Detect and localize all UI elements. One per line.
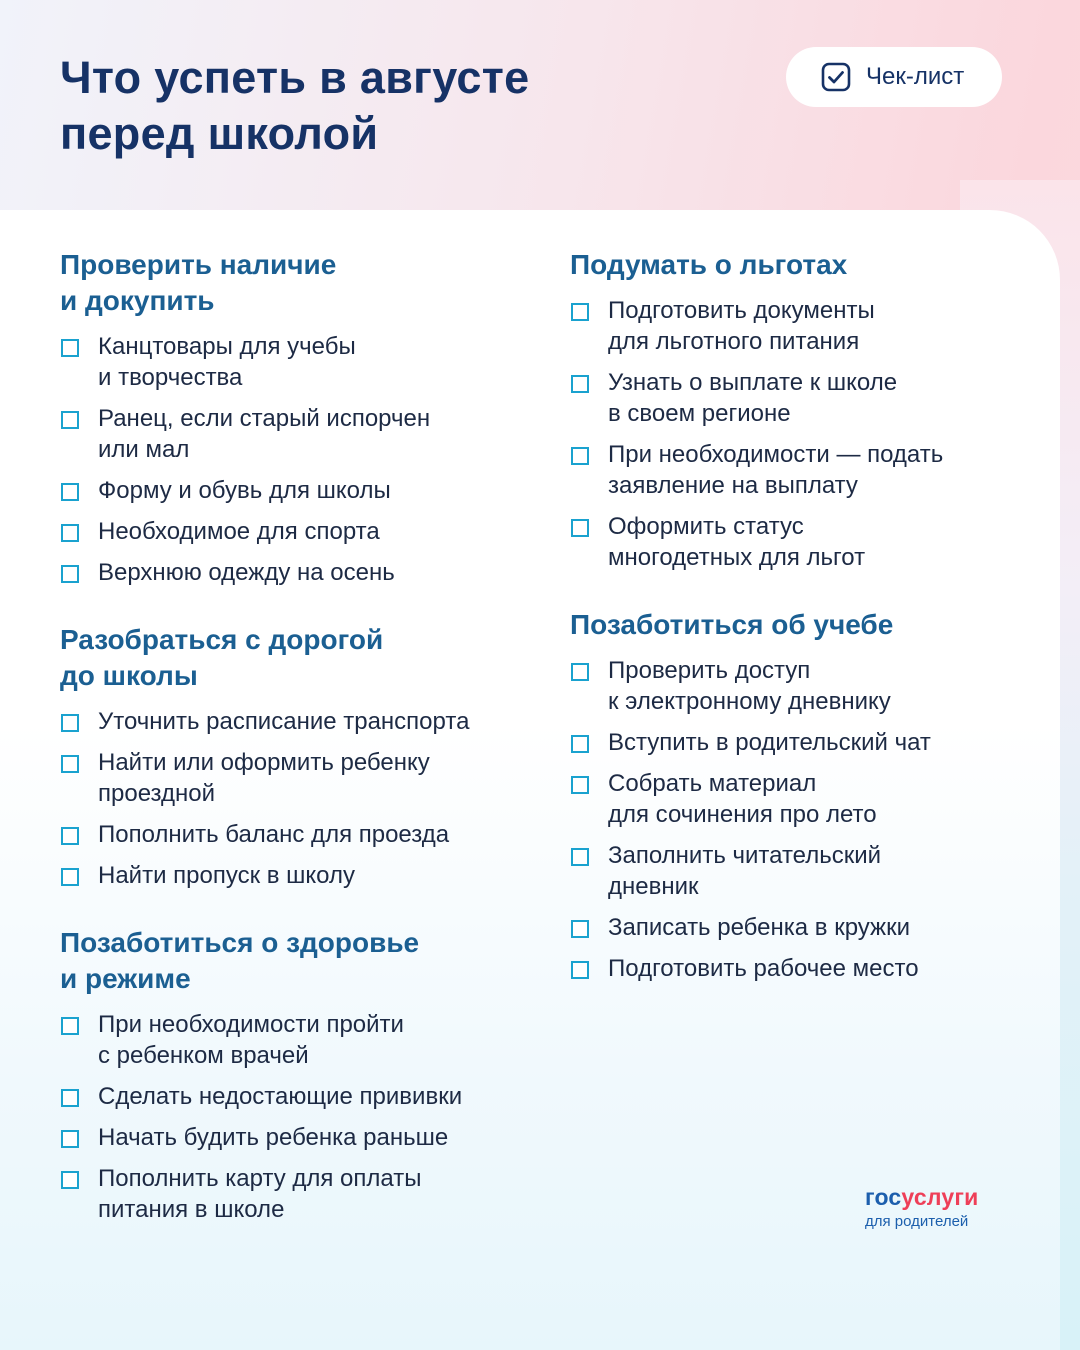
- label-line: Сделать недостающие прививки: [98, 1083, 463, 1110]
- logo-wordmark: [865, 1183, 978, 1211]
- checklist-column-left: [60, 247, 520, 1259]
- logo-wordmark-part: гос: [865, 1184, 902, 1210]
- checklist-item-label: [98, 1163, 421, 1225]
- label-line: При необходимости — подать: [608, 441, 944, 468]
- checklist-section-health: [60, 925, 520, 1225]
- label-line: Записать ребенка в кружки: [608, 914, 911, 941]
- label-line: Пополнить баланс для проезда: [98, 821, 450, 848]
- checklist-item-label: [98, 819, 449, 850]
- checklist: [570, 295, 1010, 573]
- logo-subtitle: для родителей: [865, 1213, 969, 1230]
- label-line: Ранец, если старый испорчен: [98, 405, 431, 432]
- label-line: Оформить статус: [608, 513, 804, 540]
- checklist-item-label: [98, 331, 356, 393]
- checkbox[interactable]: [571, 961, 589, 979]
- checklist-item-label: [98, 475, 391, 506]
- checkbox[interactable]: [571, 776, 589, 794]
- checklist-item-label: [98, 747, 430, 809]
- badge-label: Чек-лист: [866, 63, 965, 90]
- label-line: Форму и обувь для школы: [98, 477, 391, 504]
- checkbox[interactable]: [61, 868, 79, 886]
- checkbox[interactable]: [61, 1017, 79, 1035]
- checklist-item-label: [608, 367, 897, 429]
- checklist-section-study: [570, 607, 1010, 984]
- checkbox[interactable]: [571, 303, 589, 321]
- checklist-section-supplies: [60, 247, 520, 588]
- label-line: Уточнить расписание транспорта: [98, 708, 470, 735]
- checklist-item-label: [608, 727, 931, 758]
- section-title: [60, 622, 520, 694]
- checklist-item[interactable]: [60, 475, 520, 506]
- checkbox[interactable]: [571, 663, 589, 681]
- checkbox[interactable]: [571, 848, 589, 866]
- checkbox[interactable]: [61, 411, 79, 429]
- checklist-item-label: [608, 511, 865, 573]
- checklist-item[interactable]: [60, 403, 520, 465]
- checklist-item[interactable]: [570, 912, 1010, 943]
- label-line: Верхнюю одежду на осень: [98, 559, 395, 586]
- checklist-item[interactable]: [570, 295, 1010, 357]
- checklist-item-label: [608, 655, 891, 717]
- checklist: [60, 331, 520, 588]
- label-line: с ребенком врачей: [98, 1042, 309, 1069]
- label-line: Канцтовары для учебы: [98, 333, 356, 360]
- logo-wordmark-part: услуги: [901, 1184, 979, 1210]
- label-line: Проверить доступ: [608, 657, 811, 684]
- checklist-item-label: [98, 557, 395, 588]
- checklist-item-label: [98, 403, 430, 465]
- checkbox[interactable]: [571, 920, 589, 938]
- checklist-item-label: [98, 1122, 448, 1153]
- label-line: в своем регионе: [608, 400, 791, 427]
- checklist-item[interactable]: [60, 516, 520, 547]
- label-line: для сочинения про лето: [608, 801, 877, 828]
- checklist-item-label: [608, 912, 910, 943]
- checklist-item[interactable]: [60, 819, 520, 850]
- section-title-line: Проверить наличие: [60, 249, 337, 280]
- checklist-item-label: [608, 768, 877, 830]
- checkbox[interactable]: [61, 1171, 79, 1189]
- checklist-item-label: [98, 1009, 404, 1071]
- label-line: Найти или оформить ребенку: [98, 749, 430, 776]
- label-line: Пополнить карту для оплаты: [98, 1165, 422, 1192]
- checklist: [60, 1009, 520, 1225]
- section-title: [570, 247, 1010, 283]
- checklist-item[interactable]: [570, 840, 1010, 902]
- section-title-line: и режиме: [60, 963, 191, 994]
- checkbox[interactable]: [571, 519, 589, 537]
- label-line: Найти пропуск в школу: [98, 862, 356, 889]
- checklist-item[interactable]: [60, 706, 520, 737]
- checklist-item[interactable]: [570, 953, 1010, 984]
- label-line: Подготовить документы: [608, 297, 875, 324]
- label-line: Вступить в родительский чат: [608, 729, 931, 756]
- checklist-item-label: [608, 953, 919, 984]
- label-line: Заполнить читательский: [608, 842, 882, 869]
- checklist-item-label: [608, 439, 943, 501]
- checkbox[interactable]: [571, 375, 589, 393]
- checklist-item[interactable]: [60, 1081, 520, 1112]
- checklist-item[interactable]: [570, 768, 1010, 830]
- checklist-item[interactable]: [60, 1163, 520, 1225]
- checkbox[interactable]: [61, 339, 79, 357]
- checklist-item[interactable]: [60, 1122, 520, 1153]
- checklist-item-label: [98, 706, 469, 737]
- section-title-line: и докупить: [60, 285, 215, 316]
- label-line: Необходимое для спорта: [98, 518, 380, 545]
- checklist-item[interactable]: [60, 860, 520, 891]
- label-line: заявление на выплату: [608, 472, 858, 499]
- label-line: Узнать о выплате к школе: [608, 369, 898, 396]
- checkbox-checked-icon: [821, 62, 851, 92]
- label-line: Подготовить рабочее место: [608, 955, 919, 982]
- label-line: При необходимости пройти: [98, 1011, 404, 1038]
- checkbox[interactable]: [571, 735, 589, 753]
- gosuslugi-logo: [865, 1183, 978, 1232]
- checklist-item[interactable]: [60, 1009, 520, 1071]
- checklist-section-benefits: [570, 247, 1010, 573]
- checklist-badge: [786, 47, 1002, 107]
- checklist-item[interactable]: [60, 557, 520, 588]
- checkbox[interactable]: [571, 447, 589, 465]
- label-line: Начать будить ребенка раньше: [98, 1124, 449, 1151]
- page-title-line: перед школой: [60, 108, 379, 159]
- checklist-item[interactable]: [570, 439, 1010, 501]
- section-title: [570, 607, 1010, 643]
- section-title: [60, 925, 520, 997]
- section-title-line: до школы: [60, 660, 198, 691]
- page-title: [60, 50, 529, 162]
- checklist: [570, 655, 1010, 984]
- section-title-line: Подумать о льготах: [570, 249, 848, 280]
- checklist-item[interactable]: [60, 747, 520, 809]
- label-line: или мал: [98, 436, 190, 463]
- checklist-item[interactable]: [570, 655, 1010, 717]
- checkbox[interactable]: [61, 1130, 79, 1148]
- page-title-line: Что успеть в августе: [60, 52, 530, 103]
- checklist-item-label: [98, 860, 355, 891]
- section-title: [60, 247, 520, 319]
- checklist-section-commute: [60, 622, 520, 891]
- label-line: многодетных для льгот: [608, 544, 866, 571]
- checklist-item[interactable]: [570, 511, 1010, 573]
- checklist: [60, 706, 520, 891]
- section-title-line: Позаботиться о здоровье: [60, 927, 420, 958]
- checkbox[interactable]: [61, 827, 79, 845]
- label-line: Собрать материал: [608, 770, 817, 797]
- checklist-item-label: [608, 295, 875, 357]
- label-line: питания в школе: [98, 1196, 285, 1223]
- label-line: и творчества: [98, 364, 243, 391]
- checkbox[interactable]: [61, 714, 79, 732]
- label-line: к электронному дневнику: [608, 688, 891, 715]
- checklist-item-label: [608, 840, 881, 902]
- section-title-line: Позаботиться об учебе: [570, 609, 894, 640]
- checklist-item-label: [98, 1081, 462, 1112]
- checklist-item[interactable]: [570, 727, 1010, 758]
- label-line: для льготного питания: [608, 328, 860, 355]
- checkbox[interactable]: [61, 755, 79, 773]
- section-title-line: Разобраться с дорогой: [60, 624, 384, 655]
- label-line: дневник: [608, 873, 699, 900]
- checkbox[interactable]: [61, 1089, 79, 1107]
- checkbox[interactable]: [61, 524, 79, 542]
- checkbox[interactable]: [61, 483, 79, 501]
- checklist-item[interactable]: [60, 331, 520, 393]
- checklist-column-right: [570, 247, 1010, 1018]
- checkbox[interactable]: [61, 565, 79, 583]
- label-line: проездной: [98, 780, 215, 807]
- checklist-item[interactable]: [570, 367, 1010, 429]
- checklist-item-label: [98, 516, 380, 547]
